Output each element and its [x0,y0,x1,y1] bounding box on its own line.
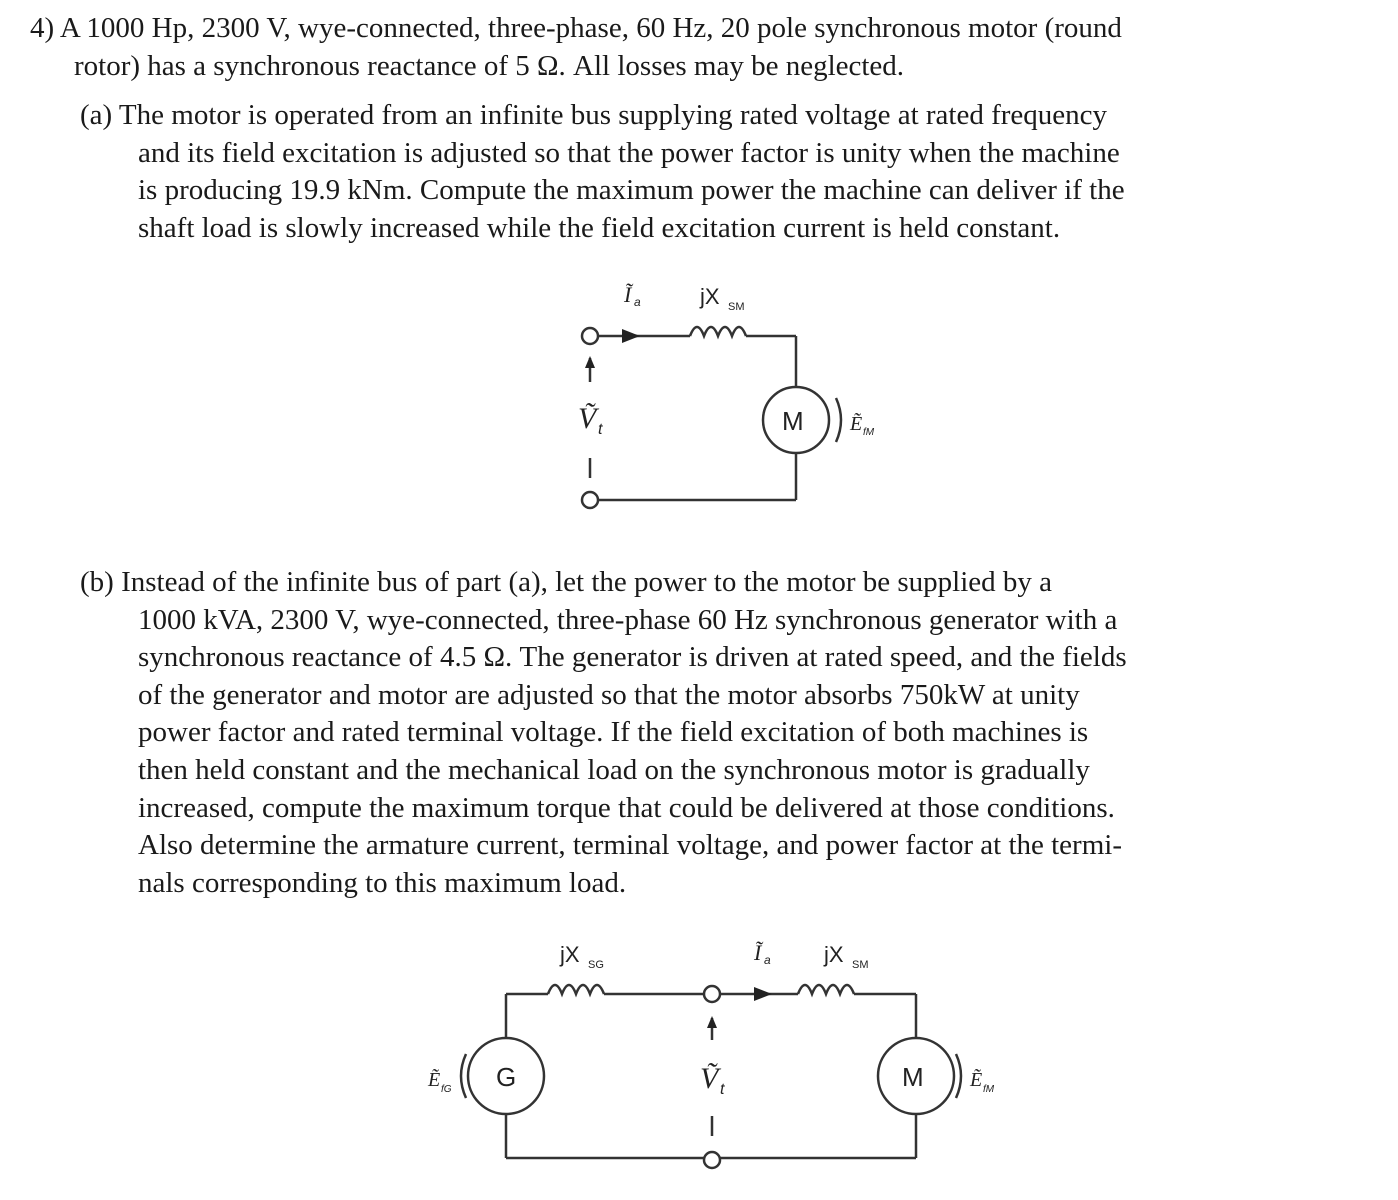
part-b-line-8: Also determine the armature current, terminal voltage, and power factor at the termi- [138,829,1122,862]
terminal-top [704,986,720,1002]
gen-reactance-coil [548,985,604,994]
reactance-sub: SM [728,301,745,313]
current-arrow-icon [622,329,640,343]
part-a-label: (a) [80,99,113,131]
part-b-line-1: (b) Instead of the infinite bus of part (a), let the power to the motor be supplied by a [80,566,1053,598]
motor-reactance-label: jX [824,942,844,967]
part-a-line-3: is producing 19.9 kNm. Compute the maximum power the machine can deliver if the [138,174,1125,207]
problem-statement [30,10,1290,85]
generator-motor-circuit-diagram [420,930,1020,1180]
terminal-bottom [704,1152,720,1168]
emf-label: Ẽ [850,413,863,435]
motor-emf-bracket [956,1054,961,1098]
part-b-line-6: then held constant and the mechanical load on the synchronous motor is gradually [138,753,1090,786]
problem-line-2: rotor) has a synchronous reactance of 5 Ω. All losses may be neglected. [74,49,905,82]
motor-label: M [902,1062,924,1092]
motor-emf-label: Ẽ [970,1069,983,1091]
part-a-line-4: shaft load is slowly increased while the field excitation current is held constant. [138,211,1061,244]
motor-label: M [782,406,804,436]
gen-emf-bracket [461,1054,466,1098]
part-b-text [80,564,1290,902]
voltage-label: Ṽ [700,1062,719,1095]
part-a-line-2: and its field excitation is adjusted so that the power factor is unity when the machine [138,136,1120,169]
part-b-line-3: synchronous reactance of 4.5 Ω. The generator is driven at rated speed, and the fields [138,641,1127,674]
generator-label: G [496,1062,517,1092]
part-b-line-9: nals corresponding to this maximum load. [138,866,627,899]
part-b-line-5: power factor and rated terminal voltage. If the field excitation of both machines is [138,716,1089,749]
current-label: Ĩ [624,282,632,307]
motor-reactance-coil [798,985,854,994]
problem-number: 4) [30,12,55,44]
motor-reactance-sub: SM [852,959,869,971]
figure-generator-motor-circuit [420,930,1020,1180]
gen-emf-label: Ẽ [428,1069,441,1091]
voltage-sub: t [720,1081,725,1098]
motor-emf-sub: fM [983,1084,995,1095]
emf-sub: fM [863,427,875,438]
part-a-text [80,97,1290,247]
part-a-line-1: (a) The motor is operated from an infinite bus supplying rated voltage at rated frequency [80,99,1108,131]
terminal-bottom [582,492,598,508]
current-arrow-icon [754,987,772,1001]
gen-reactance-sub: SG [588,959,604,971]
voltage-arrow-icon [585,356,595,368]
part-b-line-2: 1000 kVA, 2300 V, wye-connected, three-phase 60 Hz synchronous generator with a [138,603,1118,636]
current-sub: a [764,953,771,967]
gen-reactance-label: jX [560,942,580,967]
voltage-label: Ṽ [578,402,597,435]
reactance-label: jX [700,284,720,309]
voltage-arrow-icon [707,1016,717,1028]
voltage-sub: t [598,421,603,438]
current-sub: a [634,295,641,309]
current-label: Ĩ [754,940,762,965]
gen-emf-sub: fG [441,1084,452,1095]
motor-circuit-diagram [560,270,900,520]
emf-bracket [836,398,841,442]
problem-line-1: 4) A 1000 Hp, 2300 V, wye-connected, three-phase, 60 Hz, 20 pole synchronous motor (round [30,12,1122,44]
figure-motor-circuit [560,270,900,520]
terminal-top [582,328,598,344]
reactance-coil [690,327,746,336]
part-b-line-4: of the generator and motor are adjusted so that the motor absorbs 750kW at unity [138,678,1080,711]
part-b-label: (b) [80,566,114,598]
part-b-line-7: increased, compute the maximum torque that could be delivered at those conditions. [138,791,1115,824]
